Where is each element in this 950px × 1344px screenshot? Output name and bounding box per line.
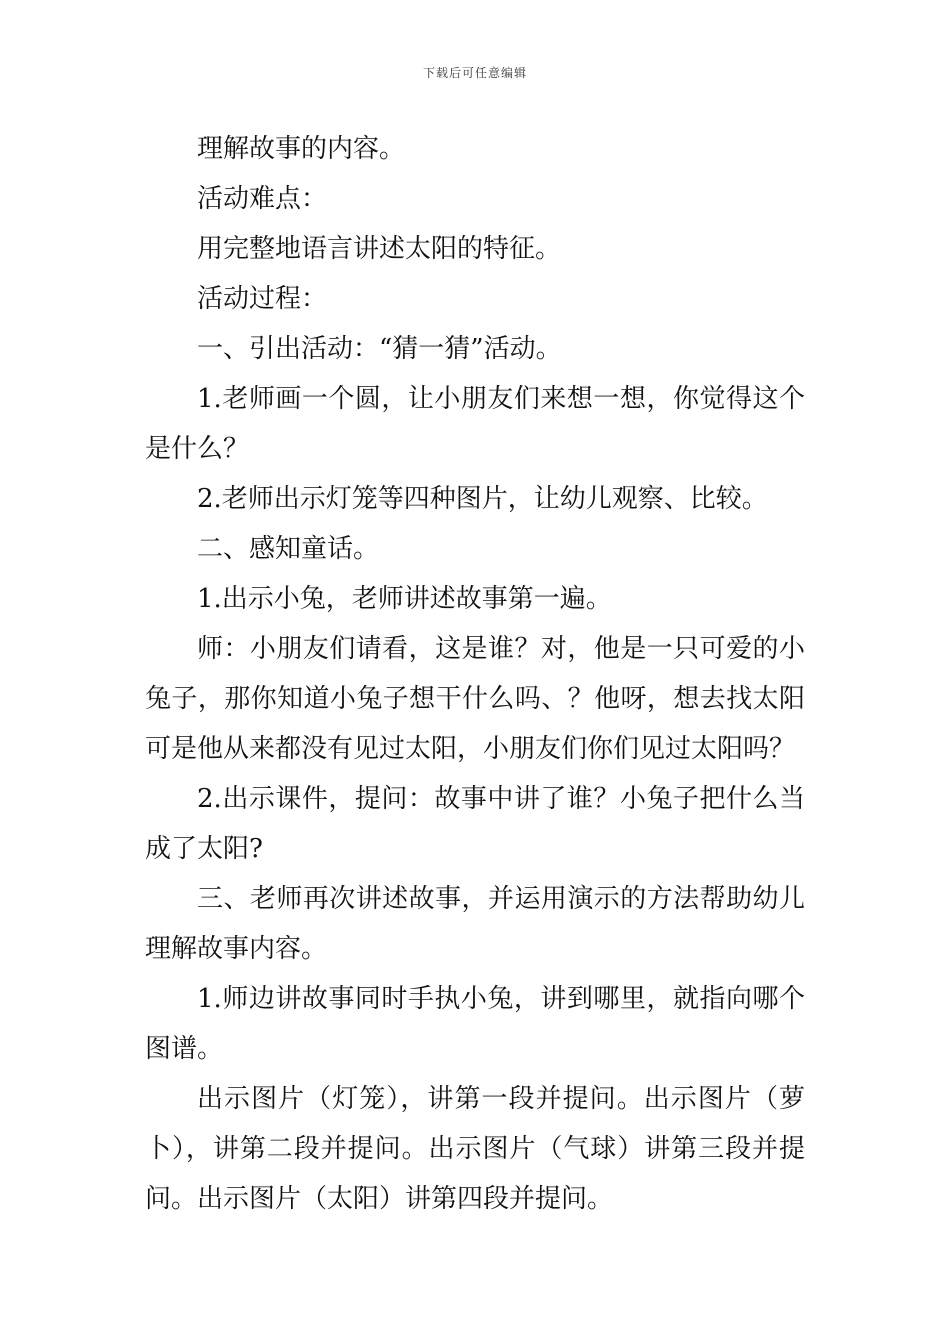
text-line: 一、引出活动：“猜一猜”活动。 xyxy=(197,334,562,364)
text-line: 活动过程： xyxy=(197,284,328,314)
text-line: 出示图片（灯笼），讲第一段并提问。出示图片（萝 xyxy=(197,1084,805,1114)
text-line: 图谱。 xyxy=(145,1034,224,1064)
page-header: 下载后可任意编辑 xyxy=(422,66,527,80)
text-line: 1.老师画一个圆，让小朋友们来想一想，你觉得这个 xyxy=(197,384,805,414)
text-line: 师：小朋友们请看，这是谁？对，他是一只可爱的小 xyxy=(197,634,805,664)
text-line: 卜），讲第二段并提问。出示图片（气球）讲第三段并提 xyxy=(145,1134,805,1164)
text-line: 理解故事的内容。 xyxy=(197,134,406,164)
text-line: 用完整地语言讲述太阳的特征。 xyxy=(197,234,562,264)
text-line: 理解故事内容。 xyxy=(145,934,328,964)
text-line: 是什么？ xyxy=(145,434,250,464)
text-line: 活动难点： xyxy=(197,184,328,214)
text-line: 二、感知童话。 xyxy=(197,534,380,564)
text-line: 问。出示图片（太阳）讲第四段并提问。 xyxy=(145,1184,614,1214)
text-line: 2.老师出示灯笼等四种图片，让幼儿观察、比较。 xyxy=(197,484,768,514)
text-line: 1.出示小兔，老师讲述故事第一遍。 xyxy=(197,584,612,614)
text-line: 三、老师再次讲述故事，并运用演示的方法帮助幼儿 xyxy=(197,884,805,914)
text-line: 可是他从来都没有见过太阳，小朋友们你们见过太阳吗？ xyxy=(145,734,796,764)
text-line: 1.师边讲故事同时手执小兔，讲到哪里，就指向哪个 xyxy=(197,984,805,1014)
text-line: 成了太阳? xyxy=(145,834,263,864)
text-line: 兔子，那你知道小兔子想干什么吗、？他呀，想去找太阳 xyxy=(145,684,805,714)
document-body xyxy=(145,124,805,1224)
text-line: 2.出示课件，提问：故事中讲了谁？小兔子把什么当 xyxy=(197,784,805,814)
